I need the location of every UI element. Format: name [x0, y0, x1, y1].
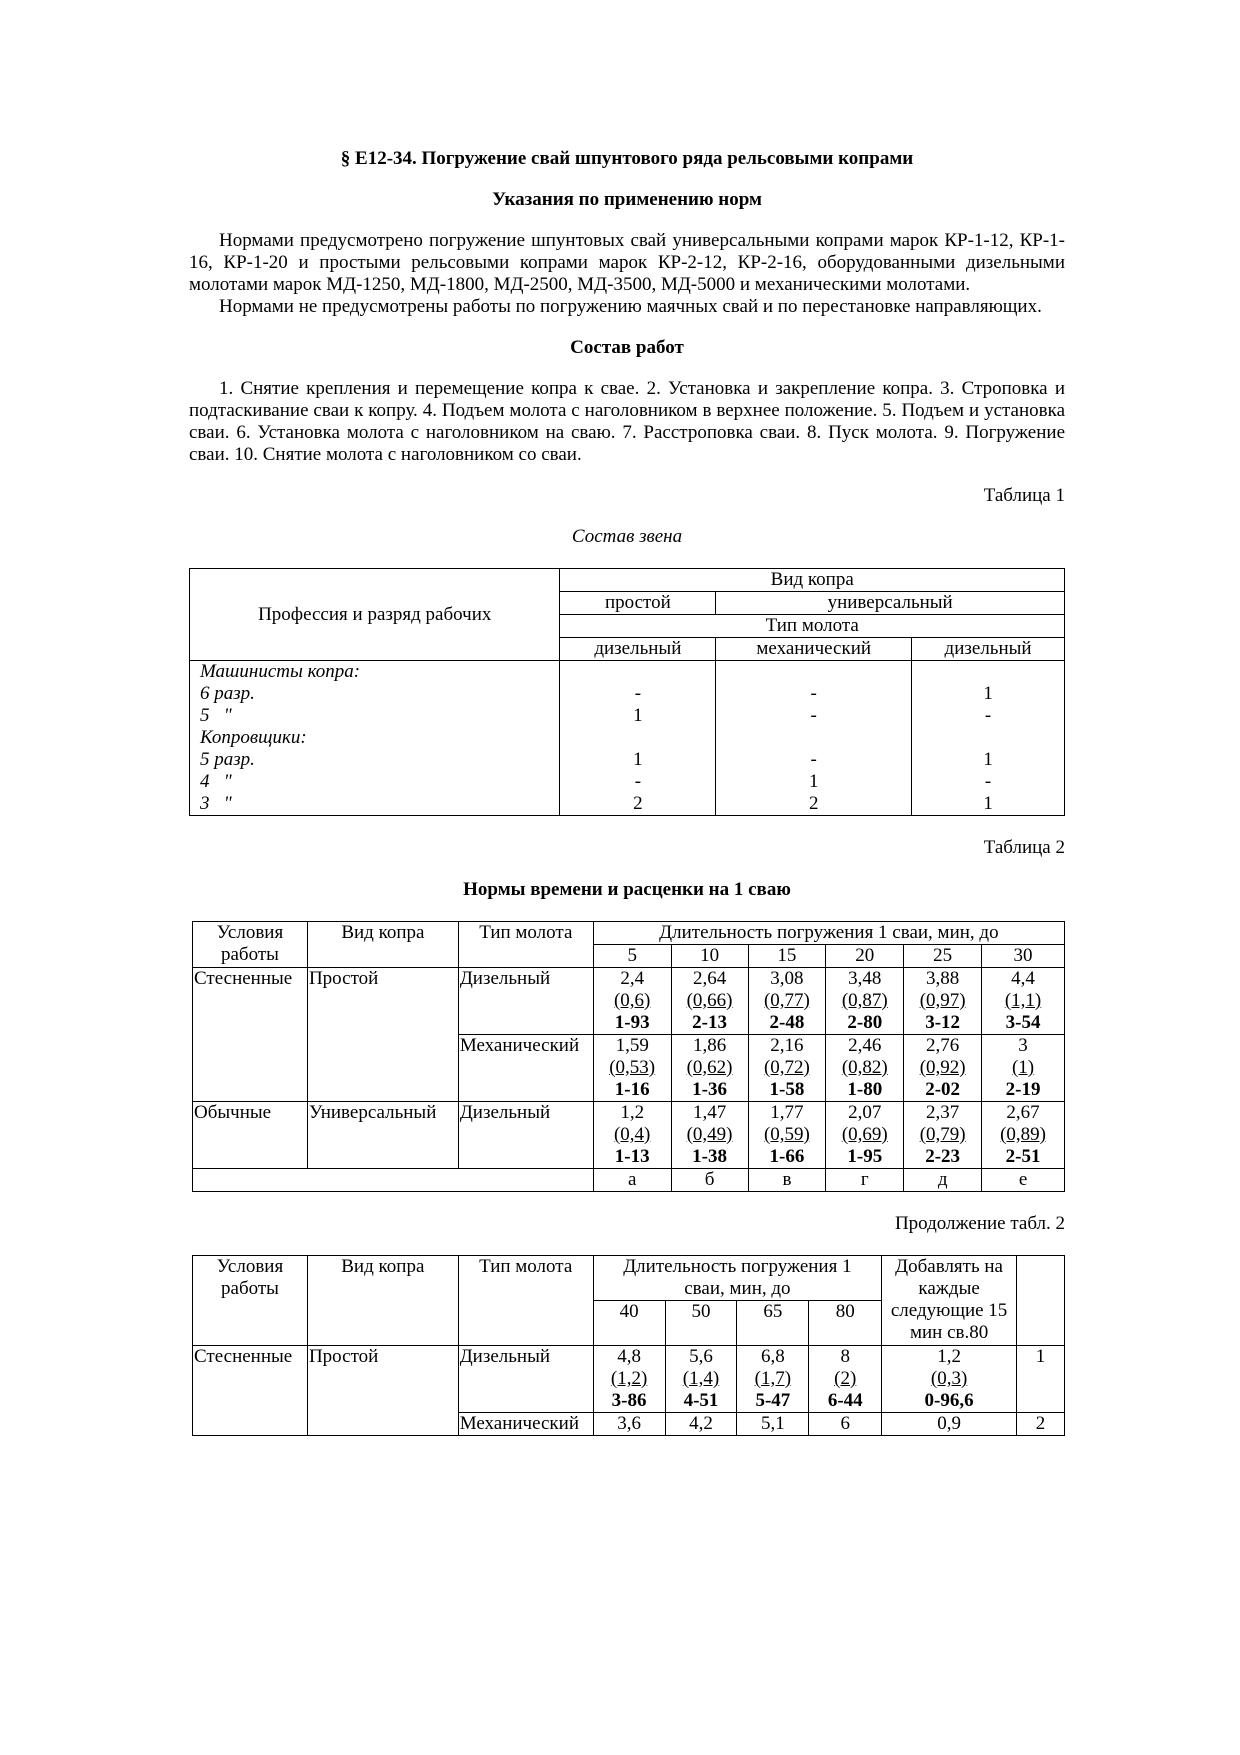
machine-time: (1)	[1011, 1057, 1035, 1078]
header-universal: универсальный	[716, 592, 1065, 615]
table1-caption: Состав звена	[571, 526, 683, 547]
duration-col: 20	[826, 945, 904, 968]
norm-cell	[904, 1102, 982, 1169]
norm-cell	[748, 1035, 826, 1102]
time-norm: 2,4	[620, 968, 645, 989]
machine-time: (1,4)	[682, 1368, 720, 1389]
machine-time: (0,62)	[686, 1057, 733, 1078]
rate: 1-38	[692, 1146, 727, 1167]
document-page	[189, 148, 1065, 1436]
machine-time: (0,82)	[841, 1057, 888, 1078]
norm-cell	[593, 1346, 665, 1413]
time-norm: 1,77	[770, 1102, 804, 1123]
norm-cell	[593, 1035, 671, 1102]
machine-time: (0,79)	[919, 1124, 966, 1145]
cell: -	[984, 705, 992, 726]
time-norm: 4,2	[665, 1413, 737, 1436]
rate: 2-51	[1005, 1146, 1041, 1167]
table2-caption: Нормы времени и расценки на 1 сваю	[463, 879, 791, 900]
table1-col-simple-diesel	[560, 661, 716, 816]
table-row	[193, 968, 1065, 1035]
cell-conditions: Обычные	[193, 1102, 308, 1169]
machine-time: (0,69)	[841, 1124, 888, 1145]
norm-cell	[904, 1035, 982, 1102]
table-row: 6 разр.	[200, 683, 255, 704]
duration-col: 15	[748, 945, 826, 968]
time-norm: 2,16	[770, 1035, 804, 1056]
cell: -	[810, 749, 817, 770]
table1-col-univ-diesel	[912, 661, 1065, 816]
rate: 1-36	[692, 1079, 727, 1100]
machine-time: (1,7)	[754, 1368, 792, 1389]
table-row: 3 "	[200, 793, 232, 814]
rate: 4-51	[683, 1390, 719, 1411]
row-number: 1	[1017, 1346, 1065, 1413]
table1-label: Таблица 1	[983, 485, 1065, 506]
duration-col: 80	[809, 1301, 882, 1346]
norm-cell	[748, 1102, 826, 1169]
header-kopr-type: Вид копра	[560, 569, 1065, 592]
cell: -	[634, 771, 642, 792]
cell: -	[634, 683, 642, 704]
machine-time: (1,1)	[1004, 990, 1042, 1011]
time-norm: 2,46	[848, 1035, 882, 1056]
rate: 2-13	[692, 1012, 727, 1033]
norm-cell	[665, 1346, 737, 1413]
duration-col: 65	[737, 1301, 809, 1346]
add-cell: 0,9	[882, 1413, 1017, 1436]
duration-col: 50	[665, 1301, 737, 1346]
machine-time: (0,6)	[613, 990, 651, 1011]
norm-cell	[982, 968, 1065, 1035]
document-title: § Е12-34. Погружение свай шпунтового ряда рельсовыми копрами	[340, 148, 914, 169]
header-duration: Длительность погружения 1 сваи, мин, до	[593, 1256, 882, 1301]
machine-time: (0,66)	[686, 990, 733, 1011]
norm-cell	[982, 1102, 1065, 1169]
machine-time: (0,72)	[763, 1057, 810, 1078]
norm-cell	[826, 1102, 904, 1169]
cell: -	[810, 683, 817, 704]
norm-cell	[671, 1035, 748, 1102]
header-kopr-type: Вид копра	[307, 1256, 458, 1346]
machine-time: (0,53)	[609, 1057, 656, 1078]
header-mechanical: механический	[716, 638, 912, 661]
rate: 1-16	[614, 1079, 650, 1100]
table-row: Машинисты копра:	[200, 661, 361, 682]
table-row: Копровщики:	[200, 727, 307, 748]
guidelines-paragraph-1: Нормами предусмотрено погружение шпунтовых свай универсальными копрами марок КР-1-12, КР-1-16, КР-1-20 и простыми рельсовыми копрами марок КР-2-12, КР-2-16, оборудованными дизельными молотами марок МД-1250, МД-1800, МД-2500, МД-3500, МД-5000 и механическими молотами.	[189, 230, 1065, 295]
machine-time: (0,97)	[919, 990, 966, 1011]
table-row	[193, 1346, 1065, 1413]
header-conditions: Условия работы	[193, 1256, 308, 1346]
norm-cell	[593, 1102, 671, 1169]
cell-conditions: Стесненные	[193, 968, 308, 1102]
time-norm: 3,88	[926, 968, 960, 989]
norm-cell	[826, 968, 904, 1035]
time-norm: 5,1	[737, 1413, 809, 1436]
rate: 6-44	[827, 1390, 863, 1411]
time-norm: 4,4	[1011, 968, 1035, 989]
time-norm: 2,76	[926, 1035, 960, 1056]
rate: 2-80	[847, 1012, 883, 1033]
norm-cell	[982, 1035, 1065, 1102]
work-heading: Состав работ	[570, 337, 684, 358]
rate: 1-80	[847, 1079, 883, 1100]
norm-cell	[737, 1346, 809, 1413]
rate: 5-47	[755, 1390, 791, 1411]
machine-time: (1,2)	[610, 1368, 648, 1389]
header-hammer-type: Тип молота	[458, 922, 593, 968]
empty-cell	[193, 1169, 594, 1192]
crew-composition-table	[189, 568, 1065, 816]
rate: 3-12	[925, 1012, 961, 1033]
time-norm: 6,8	[760, 1346, 785, 1367]
time-norm: 2,67	[1006, 1102, 1040, 1123]
time-norm: 3	[1018, 1035, 1028, 1056]
rate: 1-58	[769, 1079, 805, 1100]
cell-hammer: Дизельный	[458, 1346, 593, 1413]
header-hammer-type: Тип молота	[458, 1256, 593, 1346]
header-number	[1017, 1256, 1065, 1346]
cell: 1	[633, 749, 643, 770]
rate: 3-86	[611, 1390, 647, 1411]
cell-hammer: Дизельный	[458, 968, 593, 1035]
time-norm: 3,6	[593, 1413, 665, 1436]
norm-cell	[809, 1346, 882, 1413]
header-duration: Длительность погружения 1 сваи, мин, до	[593, 922, 1064, 945]
column-letter: д	[904, 1169, 982, 1192]
duration-col: 5	[593, 945, 671, 968]
cell-conditions: Стесненные	[193, 1346, 308, 1436]
header-add-per-15: Добавлять на каждые следующие 15 мин св.80	[882, 1256, 1017, 1346]
cell-kopr: Простой	[307, 968, 458, 1102]
rate: 1-13	[614, 1146, 650, 1167]
cell: 2	[808, 793, 819, 814]
duration-col: 40	[593, 1301, 665, 1346]
header-simple: простой	[560, 592, 716, 615]
header-diesel-1: дизельный	[560, 638, 716, 661]
norm-cell	[826, 1035, 904, 1102]
cell-hammer: Механический	[458, 1413, 593, 1436]
cell: 1	[983, 749, 993, 770]
table-row	[193, 1169, 1065, 1192]
machine-time: (0,3)	[930, 1368, 968, 1389]
column-letter: а	[593, 1169, 671, 1192]
table-row: 4 "	[200, 771, 232, 792]
time-norm: 3,08	[770, 968, 804, 989]
cell: -	[810, 705, 817, 726]
table-row: 5 разр.	[200, 749, 255, 770]
rate: 2-19	[1005, 1079, 1041, 1100]
cell: 1	[808, 771, 819, 792]
rate: 0-96,6	[924, 1390, 974, 1411]
header-kopr-type: Вид копра	[307, 922, 458, 968]
rate: 2-02	[925, 1079, 961, 1100]
machine-time: (0,89)	[1000, 1124, 1046, 1145]
machine-time: (0,87)	[841, 990, 888, 1011]
time-norm: 4,8	[617, 1346, 641, 1367]
duration-col: 30	[982, 945, 1065, 968]
machine-time: (0,77)	[763, 990, 810, 1011]
header-diesel-2: дизельный	[912, 638, 1065, 661]
column-letter: б	[671, 1169, 748, 1192]
cell: 1	[983, 793, 993, 814]
norm-cell	[904, 968, 982, 1035]
rate: 1-66	[769, 1146, 805, 1167]
rate: 3-54	[1005, 1012, 1041, 1033]
time-norm: 2,64	[692, 968, 727, 989]
column-letter: в	[748, 1169, 826, 1192]
machine-time: (0,49)	[686, 1124, 733, 1145]
time-norm: 1,2	[937, 1346, 961, 1367]
duration-col: 10	[671, 945, 748, 968]
cell: 1	[983, 683, 993, 704]
work-composition-text: 1. Снятие крепления и перемещение копра к свае. 2. Установка и закрепление копра. 3. Строповка и подтаскивание сваи к копру. 4. Подъем молота с наголовником в верхнее положение. 5. Подъем и установка сваи. 6. Установка молота с наголовником на сваю. 7. Расстроповка сваи. 8. Пуск молота. 9. Погружение сваи. 10. Снятие молота с наголовником со сваи.	[189, 378, 1065, 465]
add-cell	[882, 1346, 1017, 1413]
row-number: 2	[1017, 1413, 1065, 1436]
table3-label: Продолжение табл. 2	[894, 1213, 1065, 1234]
cell-kopr: Простой	[307, 1346, 458, 1436]
cell: -	[984, 771, 992, 792]
table-row	[193, 1102, 1065, 1169]
table2-label: Таблица 2	[983, 837, 1065, 858]
machine-time: (2)	[834, 1368, 857, 1389]
column-letter: е	[982, 1169, 1065, 1192]
time-norms-table	[192, 921, 1065, 1192]
time-norms-continuation-table	[192, 1255, 1065, 1436]
time-norm: 2,07	[848, 1102, 882, 1123]
norm-cell	[593, 968, 671, 1035]
rate: 1-95	[847, 1146, 883, 1167]
cell-kopr: Универсальный	[307, 1102, 458, 1169]
header-conditions: Условия работы	[193, 922, 308, 968]
time-norm: 5,6	[689, 1346, 713, 1367]
cell: 2	[633, 793, 643, 814]
rate: 2-48	[769, 1012, 805, 1033]
cell: 1	[633, 705, 643, 726]
rate: 1-93	[614, 1012, 650, 1033]
norm-cell	[671, 968, 748, 1035]
header-profession: Профессия и разряд рабочих	[190, 569, 560, 661]
column-letter: г	[826, 1169, 904, 1192]
cell-hammer: Механический	[458, 1035, 593, 1102]
norm-cell	[748, 968, 826, 1035]
guidelines-paragraph-2: Нормами не предусмотрены работы по погружению маячных свай и по перестановке направляющих.	[219, 296, 1042, 317]
guidelines-heading: Указания по применению норм	[492, 189, 762, 210]
time-norm: 1,86	[692, 1035, 727, 1056]
cell-hammer: Дизельный	[458, 1102, 593, 1169]
table-row: 5 "	[200, 705, 232, 726]
time-norm: 6	[809, 1413, 882, 1436]
norm-cell	[671, 1102, 748, 1169]
time-norm: 2,37	[926, 1102, 960, 1123]
table1-names-cell	[190, 661, 560, 816]
time-norm: 1,47	[692, 1102, 727, 1123]
table1-col-univ-mech	[716, 661, 912, 816]
time-norm: 8	[840, 1346, 850, 1367]
header-hammer-type: Тип молота	[560, 615, 1065, 638]
rate: 2-23	[925, 1146, 961, 1167]
machine-time: (0,59)	[763, 1124, 810, 1145]
duration-col: 25	[904, 945, 982, 968]
time-norm: 3,48	[848, 968, 882, 989]
machine-time: (0,92)	[919, 1057, 966, 1078]
machine-time: (0,4)	[613, 1124, 651, 1145]
time-norm: 1,59	[615, 1035, 649, 1056]
time-norm: 1,2	[620, 1102, 645, 1123]
